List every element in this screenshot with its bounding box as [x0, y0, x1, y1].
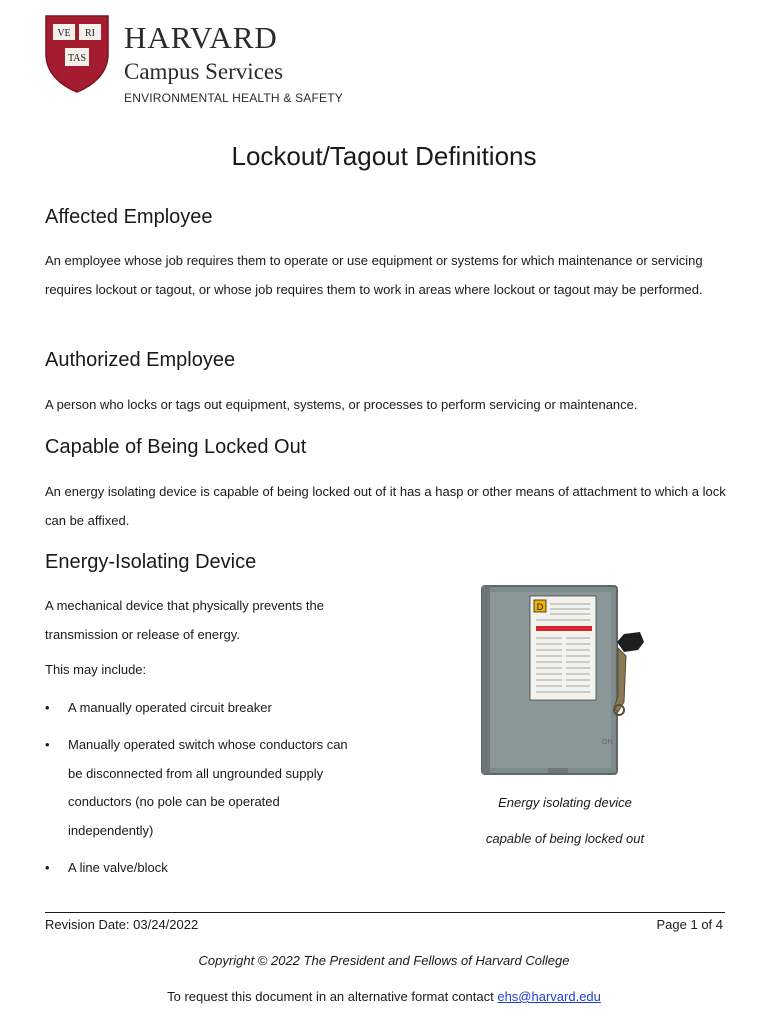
svg-text:ON: ON: [602, 739, 613, 746]
heading-authorized-employee: Authorized Employee: [45, 349, 236, 371]
figure-caption-line1: Energy isolating device: [498, 795, 632, 810]
heading-energy-isolating-device: Energy-Isolating Device: [45, 551, 257, 573]
list-item: [45, 731, 355, 845]
list-item-text: A line valve/block: [68, 859, 168, 875]
list-item: [45, 854, 355, 883]
page-title: Lockout/Tagout Definitions: [231, 141, 537, 171]
contact-text: To request this document in an alternative format contact: [167, 989, 498, 1004]
org-name: HARVARD: [124, 20, 278, 55]
header: [44, 14, 364, 106]
bullet: •: [45, 737, 50, 752]
disconnect-switch-image: [478, 582, 653, 782]
shield-text-ve: VE: [57, 28, 71, 39]
shield-text-ri: RI: [85, 28, 95, 39]
list-intro: This may include:: [45, 662, 147, 677]
bullet: •: [45, 859, 50, 875]
definition-energy-isolating-device: A mechanical device that physically prevents the transmission or release of energy.: [45, 598, 324, 642]
revision-date: Revision Date: 03/24/2022: [45, 917, 199, 932]
heading-capable-locked-out: Capable of Being Locked Out: [45, 436, 307, 458]
shield-text-tas: TAS: [67, 53, 87, 64]
heading-affected-employee: Affected Employee: [45, 206, 213, 228]
device-list: [45, 694, 355, 891]
footer-divider: [45, 912, 725, 913]
org-department: ENVIRONMENTAL HEALTH & SAFETY: [124, 91, 343, 105]
harvard-shield-logo: [44, 14, 110, 94]
contact-email-link[interactable]: ehs@harvard.edu: [497, 989, 601, 1004]
list-item-text: A manually operated circuit breaker: [68, 700, 272, 715]
org-subtitle: Campus Services: [124, 59, 284, 84]
page-number: Page 1 of 4: [656, 917, 723, 932]
figure-caption-line2: capable of being locked out: [485, 831, 645, 846]
list-item: [45, 694, 355, 723]
definition-authorized-employee: A person who locks or tags out equipment, systems, or processes to perform servicing or maintenance.: [45, 397, 638, 412]
definition-affected-employee: An employee whose job requires them to operate or use equipment or systems for which maintenance or servicing requires lockout or tagout, or whose job requires them to work in areas where lockout or tagout may be performed.: [45, 253, 703, 297]
contact-line: [0, 989, 768, 1004]
copyright: Copyright © 2022 The President and Fellows of Harvard College: [198, 953, 570, 968]
definition-capable-locked-out: An energy isolating device is capable of being locked out of it has a hasp or other means of attachment to which a lock can be affixed.: [45, 484, 726, 528]
list-item-text: Manually operated switch whose conductors can be disconnected from all ungrounded supply conductors (no pole can be operated independently): [68, 737, 348, 838]
svg-text:D: D: [536, 602, 544, 612]
bullet: •: [45, 700, 50, 715]
